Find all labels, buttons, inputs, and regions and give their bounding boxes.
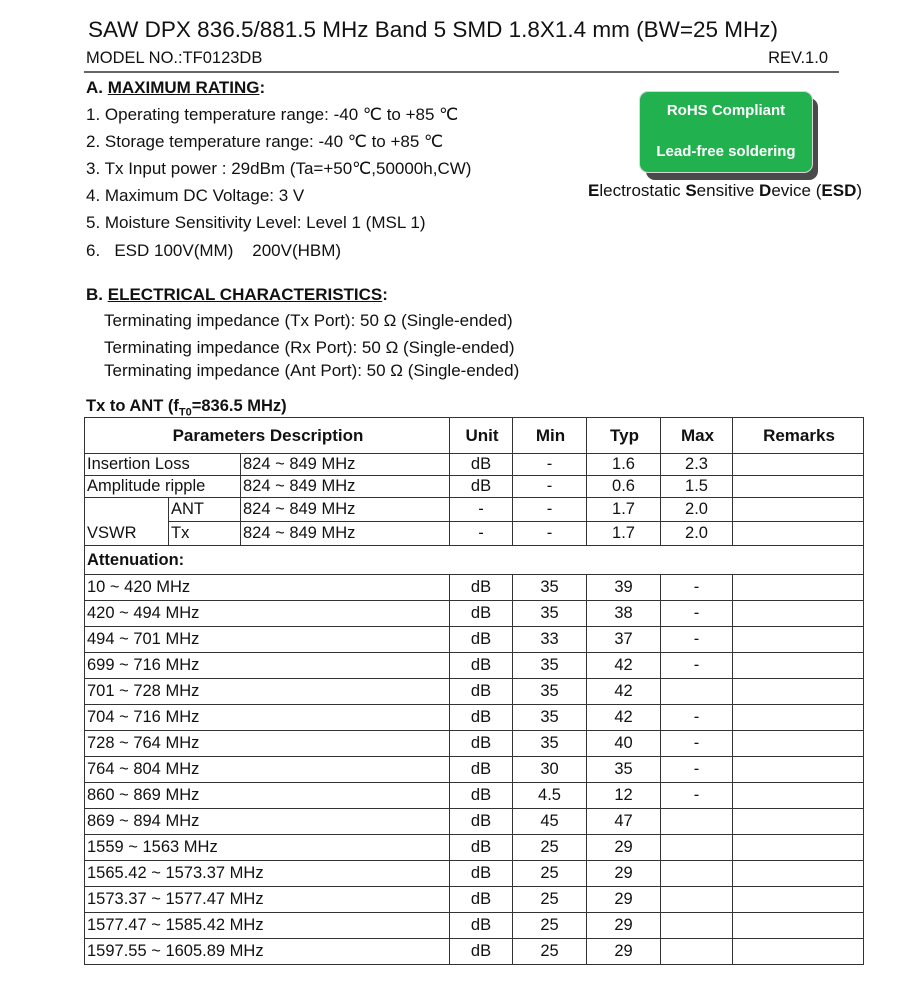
- header-typ: Typ: [587, 418, 661, 454]
- max-cell: -: [661, 653, 733, 679]
- typ-cell: 1.6: [587, 454, 661, 476]
- range-cell: 1559 ~ 1563 MHz: [85, 835, 450, 861]
- document-title: SAW DPX 836.5/881.5 MHz Band 5 SMD 1.8X1.4 mm (BW=25 MHz): [88, 17, 779, 42]
- attenuation-row: [85, 939, 864, 965]
- remarks-cell: [733, 731, 864, 757]
- max-cell: -: [661, 757, 733, 783]
- typ-cell: 42: [587, 653, 661, 679]
- min-cell: -: [513, 498, 587, 522]
- min-cell: 30: [513, 757, 587, 783]
- unit-cell: dB: [450, 913, 513, 939]
- min-cell: 33: [513, 627, 587, 653]
- max-cell: [661, 861, 733, 887]
- remarks-cell: [733, 476, 864, 498]
- range-cell: 860 ~ 869 MHz: [85, 783, 450, 809]
- rohs-badge: [639, 91, 813, 173]
- min-cell: -: [513, 476, 587, 498]
- attenuation-row: [85, 757, 864, 783]
- remarks-cell: [733, 913, 864, 939]
- remarks-cell: [733, 522, 864, 546]
- attenuation-row: [85, 627, 864, 653]
- typ-cell: 35: [587, 757, 661, 783]
- unit-cell: dB: [450, 705, 513, 731]
- typ-cell: 29: [587, 835, 661, 861]
- header-param: Parameters Description: [85, 418, 450, 454]
- unit-cell: dB: [450, 887, 513, 913]
- max-cell: -: [661, 783, 733, 809]
- unit-cell: dB: [450, 939, 513, 965]
- attenuation-row: [85, 653, 864, 679]
- section-b-prefix: B.: [86, 285, 108, 304]
- table-row: [85, 522, 864, 546]
- remarks-cell: [733, 887, 864, 913]
- remarks-cell: [733, 679, 864, 705]
- min-cell: 35: [513, 679, 587, 705]
- max-cell: -: [661, 601, 733, 627]
- impedance-line: Terminating impedance (Tx Port): 50 Ω (Single-ended): [104, 311, 513, 330]
- range-cell: 728 ~ 764 MHz: [85, 731, 450, 757]
- attenuation-row: [85, 861, 864, 887]
- impedance-line: Terminating impedance (Ant Port): 50 Ω (Single-ended): [104, 361, 520, 380]
- min-cell: 35: [513, 731, 587, 757]
- attenuation-row: [85, 679, 864, 705]
- lead-free-label: Lead-free soldering: [656, 143, 796, 160]
- freq-cell: 824 ~ 849 MHz: [241, 522, 450, 546]
- range-cell: 494 ~ 701 MHz: [85, 627, 450, 653]
- header-remarks: Remarks: [733, 418, 864, 454]
- typ-cell: 0.6: [587, 476, 661, 498]
- attenuation-label: Attenuation:: [85, 546, 864, 575]
- max-cell: [661, 835, 733, 861]
- max-cell: -: [661, 731, 733, 757]
- typ-cell: 1.7: [587, 498, 661, 522]
- typ-cell: 29: [587, 861, 661, 887]
- freq-cell: 824 ~ 849 MHz: [241, 498, 450, 522]
- min-cell: -: [513, 454, 587, 476]
- attenuation-row: [85, 783, 864, 809]
- unit-cell: dB: [450, 653, 513, 679]
- range-cell: 420 ~ 494 MHz: [85, 601, 450, 627]
- range-cell: 1577.47 ~ 1585.42 MHz: [85, 913, 450, 939]
- param-label: Insertion Loss: [85, 454, 241, 476]
- remarks-cell: [733, 809, 864, 835]
- header-unit: Unit: [450, 418, 513, 454]
- range-cell: 701 ~ 728 MHz: [85, 679, 450, 705]
- remarks-cell: [733, 861, 864, 887]
- typ-cell: 12: [587, 783, 661, 809]
- unit-cell: dB: [450, 575, 513, 601]
- min-cell: 25: [513, 939, 587, 965]
- freq-cell: 824 ~ 849 MHz: [241, 476, 450, 498]
- impedance-line: Terminating impedance (Rx Port): 50 Ω (Single-ended): [104, 338, 515, 357]
- range-cell: 764 ~ 804 MHz: [85, 757, 450, 783]
- typ-cell: 29: [587, 939, 661, 965]
- esd-note: Electrostatic Sensitive Device (ESD): [588, 181, 863, 200]
- rating-item: 2. Storage temperature range: -40 ℃ to +85 ℃: [86, 132, 444, 151]
- max-cell: [661, 939, 733, 965]
- range-cell: 1573.37 ~ 1577.47 MHz: [85, 887, 450, 913]
- model-number: MODEL NO.:TF0123DB: [86, 49, 263, 67]
- rating-item: 4. Maximum DC Voltage: 3 V: [86, 186, 305, 205]
- unit-cell: dB: [450, 601, 513, 627]
- unit-cell: dB: [450, 476, 513, 498]
- min-cell: 25: [513, 835, 587, 861]
- min-cell: 25: [513, 887, 587, 913]
- min-cell: 25: [513, 861, 587, 887]
- max-cell: 2.0: [661, 522, 733, 546]
- unit-cell: dB: [450, 679, 513, 705]
- section-b-title: ELECTRICAL CHARACTERISTICS: [107, 285, 383, 304]
- remarks-cell: [733, 939, 864, 965]
- typ-cell: 39: [587, 575, 661, 601]
- section-b-heading: [86, 285, 388, 305]
- table-row: [85, 546, 864, 575]
- max-cell: -: [661, 627, 733, 653]
- typ-cell: 29: [587, 887, 661, 913]
- typ-cell: 47: [587, 809, 661, 835]
- min-cell: -: [513, 522, 587, 546]
- unit-cell: -: [450, 522, 513, 546]
- remarks-cell: [733, 575, 864, 601]
- max-cell: [661, 887, 733, 913]
- range-cell: 10 ~ 420 MHz: [85, 575, 450, 601]
- range-cell: 869 ~ 894 MHz: [85, 809, 450, 835]
- rating-item: 1. Operating temperature range: -40 ℃ to +85 ℃: [86, 105, 459, 124]
- param-label: Amplitude ripple: [85, 476, 241, 498]
- range-cell: 1597.55 ~ 1605.89 MHz: [85, 939, 450, 965]
- attenuation-row: [85, 601, 864, 627]
- max-cell: [661, 679, 733, 705]
- unit-cell: -: [450, 498, 513, 522]
- freq-cell: 824 ~ 849 MHz: [241, 454, 450, 476]
- attenuation-row: [85, 809, 864, 835]
- remarks-cell: [733, 783, 864, 809]
- table-row: [85, 498, 864, 522]
- min-cell: 35: [513, 575, 587, 601]
- section-a-suffix: :: [259, 78, 266, 97]
- range-cell: 704 ~ 716 MHz: [85, 705, 450, 731]
- remarks-cell: [733, 454, 864, 476]
- attenuation-row: [85, 705, 864, 731]
- rating-item: 3. Tx Input power : 29dBm (Ta=+50℃,50000h,CW): [86, 159, 472, 178]
- remarks-cell: [733, 757, 864, 783]
- attenuation-row: [85, 835, 864, 861]
- table-row: [85, 476, 864, 498]
- max-cell: -: [661, 705, 733, 731]
- min-cell: 25: [513, 913, 587, 939]
- max-cell: 2.0: [661, 498, 733, 522]
- unit-cell: dB: [450, 627, 513, 653]
- rating-item: 5. Moisture Sensitivity Level: Level 1 (MSL 1): [86, 213, 426, 232]
- unit-cell: dB: [450, 454, 513, 476]
- unit-cell: dB: [450, 861, 513, 887]
- min-cell: 35: [513, 601, 587, 627]
- unit-cell: dB: [450, 809, 513, 835]
- remarks-cell: [733, 705, 864, 731]
- unit-cell: dB: [450, 731, 513, 757]
- unit-cell: dB: [450, 757, 513, 783]
- rohs-compliant-label: RoHS Compliant: [666, 102, 786, 119]
- header-divider: [84, 71, 839, 73]
- typ-cell: 1.7: [587, 522, 661, 546]
- min-cell: 4.5: [513, 783, 587, 809]
- typ-cell: 38: [587, 601, 661, 627]
- typ-cell: 37: [587, 627, 661, 653]
- revision: REV.1.0: [768, 49, 828, 67]
- unit-cell: dB: [450, 783, 513, 809]
- section-a-prefix: A.: [86, 78, 108, 97]
- max-cell: 1.5: [661, 476, 733, 498]
- table-row: [85, 454, 864, 476]
- section-a-heading: [86, 78, 265, 98]
- typ-cell: 42: [587, 705, 661, 731]
- max-cell: -: [661, 575, 733, 601]
- typ-cell: 40: [587, 731, 661, 757]
- typ-cell: 29: [587, 913, 661, 939]
- section-b-suffix: :: [382, 285, 388, 304]
- port-cell: Tx: [169, 522, 241, 546]
- header-max: Max: [661, 418, 733, 454]
- remarks-cell: [733, 498, 864, 522]
- attenuation-row: [85, 575, 864, 601]
- min-cell: 35: [513, 705, 587, 731]
- range-cell: 699 ~ 716 MHz: [85, 653, 450, 679]
- max-cell: 2.3: [661, 454, 733, 476]
- table-title: Tx to ANT ($f_{T0}=836.5$ MHz): [86, 397, 287, 419]
- unit-cell: dB: [450, 835, 513, 861]
- tx-to-ant-table: [84, 417, 864, 965]
- port-cell: ANT: [169, 498, 241, 522]
- range-cell: 1565.42 ~ 1573.37 MHz: [85, 861, 450, 887]
- attenuation-row: [85, 887, 864, 913]
- max-cell: [661, 913, 733, 939]
- rating-item: 6. ESD 100V(MM) 200V(HBM): [86, 241, 342, 260]
- remarks-cell: [733, 601, 864, 627]
- min-cell: 45: [513, 809, 587, 835]
- attenuation-row: [85, 913, 864, 939]
- remarks-cell: [733, 835, 864, 861]
- remarks-cell: [733, 653, 864, 679]
- max-cell: [661, 809, 733, 835]
- header-min: Min: [513, 418, 587, 454]
- attenuation-row: [85, 731, 864, 757]
- vswr-label: VSWR: [85, 498, 169, 546]
- remarks-cell: [733, 627, 864, 653]
- section-a-title: MAXIMUM RATING: [107, 78, 260, 97]
- min-cell: 35: [513, 653, 587, 679]
- typ-cell: 42: [587, 679, 661, 705]
